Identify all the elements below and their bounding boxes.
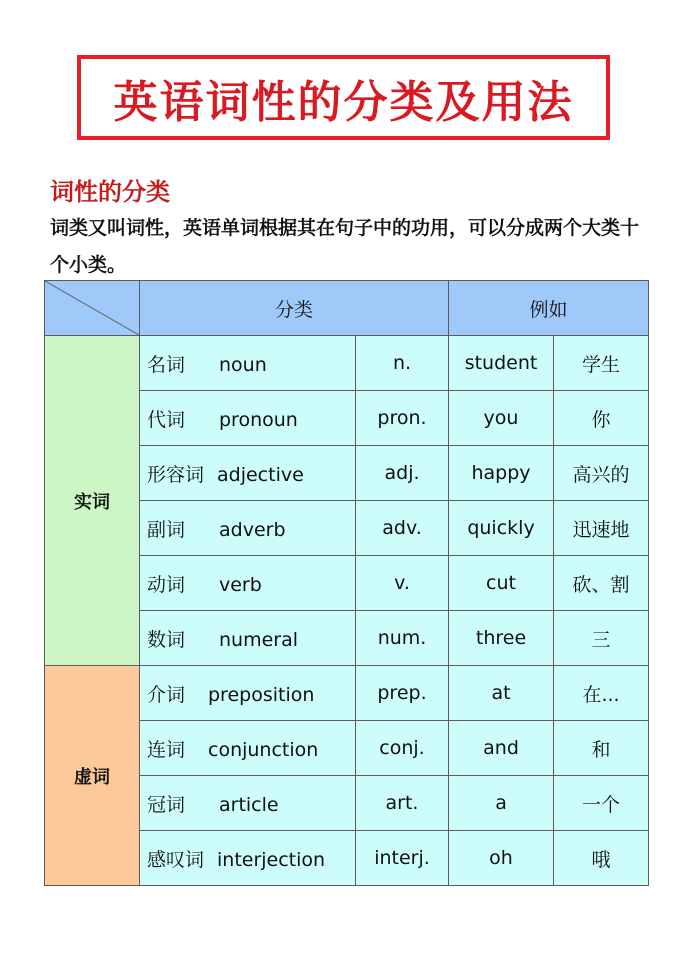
pos-abbreviation: art. xyxy=(356,776,449,831)
example-english: three xyxy=(449,611,554,666)
pos-english-name: numeral xyxy=(219,628,299,651)
pos-name-cell xyxy=(140,556,356,611)
example-chinese: 学生 xyxy=(554,336,649,391)
pos-abbreviation: prep. xyxy=(356,666,449,721)
example-chinese: 和 xyxy=(554,721,649,776)
example-chinese: 三 xyxy=(554,611,649,666)
pos-name-cell xyxy=(140,666,356,721)
pos-abbreviation: conj. xyxy=(356,721,449,776)
pos-english-name: adverb xyxy=(219,518,286,541)
pos-chinese-name: 名词 xyxy=(147,353,186,376)
pos-chinese-name: 动词 xyxy=(147,573,186,596)
pos-english-name: noun xyxy=(219,353,267,376)
pos-abbreviation: num. xyxy=(356,611,449,666)
diagonal-line xyxy=(45,281,139,335)
pos-name-cell xyxy=(140,721,356,776)
title-frame xyxy=(77,55,610,140)
example-english: you xyxy=(449,391,554,446)
pos-abbreviation: n. xyxy=(356,336,449,391)
pos-name-cell xyxy=(140,831,356,886)
example-english: oh xyxy=(449,831,554,886)
pos-name-cell xyxy=(140,336,356,391)
example-chinese: 你 xyxy=(554,391,649,446)
pos-abbreviation: adv. xyxy=(356,501,449,556)
pos-chinese-name: 副词 xyxy=(147,518,186,541)
pos-abbreviation: interj. xyxy=(356,831,449,886)
example-chinese: 迅速地 xyxy=(554,501,649,556)
example-chinese: 一个 xyxy=(554,776,649,831)
pos-name-cell xyxy=(140,501,356,556)
pos-table xyxy=(44,280,649,886)
pos-english-name: adjective xyxy=(217,463,304,486)
pos-abbreviation: v. xyxy=(356,556,449,611)
pos-name-cell xyxy=(140,776,356,831)
example-chinese: 哦 xyxy=(554,831,649,886)
table-body xyxy=(45,336,649,886)
pos-name-cell xyxy=(140,391,356,446)
pos-english-name: interjection xyxy=(217,848,326,871)
example-english: quickly xyxy=(449,501,554,556)
example-chinese: 砍、割 xyxy=(554,556,649,611)
pos-chinese-name: 介词 xyxy=(147,683,186,706)
pos-name-cell xyxy=(140,446,356,501)
pos-chinese-name: 代词 xyxy=(147,408,186,431)
pos-chinese-name: 连词 xyxy=(147,738,186,761)
table-row xyxy=(45,336,649,391)
group-label: 虚词 xyxy=(45,666,140,886)
header-corner-cell xyxy=(45,281,140,336)
pos-abbreviation: adj. xyxy=(356,446,449,501)
example-english: and xyxy=(449,721,554,776)
pos-english-name: verb xyxy=(219,573,262,596)
table-row xyxy=(45,666,649,721)
example-chinese: 在... xyxy=(554,666,649,721)
page-title: 英语词性的分类及用法 xyxy=(113,76,574,128)
pos-english-name: article xyxy=(219,793,279,816)
example-english: happy xyxy=(449,446,554,501)
pos-chinese-name: 冠词 xyxy=(147,793,186,816)
header-category: 分类 xyxy=(140,281,449,336)
table-header-row xyxy=(45,281,649,336)
pos-english-name: preposition xyxy=(208,683,315,706)
section-heading: 词性的分类 xyxy=(50,178,170,206)
pos-name-cell xyxy=(140,611,356,666)
example-english: at xyxy=(449,666,554,721)
header-example: 例如 xyxy=(449,281,649,336)
pos-abbreviation: pron. xyxy=(356,391,449,446)
pos-chinese-name: 数词 xyxy=(147,628,186,651)
pos-english-name: pronoun xyxy=(219,408,298,431)
example-english: cut xyxy=(449,556,554,611)
intro-paragraph: 词类又叫词性，英语单词根据其在句子中的功用，可以分成两个大类十个小类。 xyxy=(50,217,640,276)
pos-chinese-name: 感叹词 xyxy=(147,848,205,871)
pos-english-name: conjunction xyxy=(208,738,319,761)
example-english: a xyxy=(449,776,554,831)
example-english: student xyxy=(449,336,554,391)
example-chinese: 高兴的 xyxy=(554,446,649,501)
pos-chinese-name: 形容词 xyxy=(147,463,205,486)
group-label: 实词 xyxy=(45,336,140,666)
